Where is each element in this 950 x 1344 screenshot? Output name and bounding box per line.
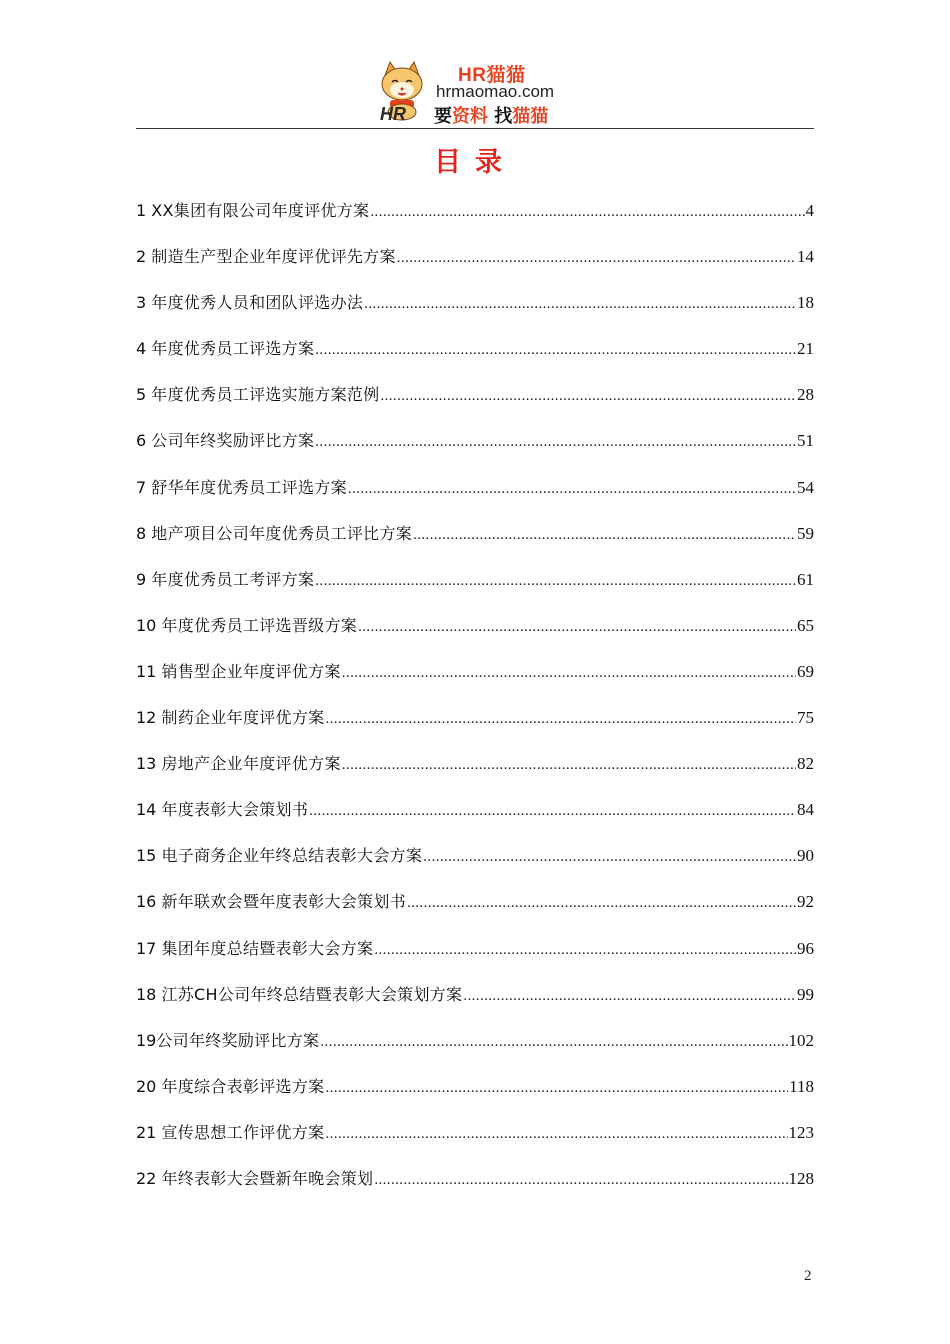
toc-entry-page: 118 (789, 1076, 814, 1096)
toc-entry-number: 20 (136, 1076, 162, 1096)
toc-entry-page: 84 (797, 800, 814, 820)
toc-entry-number: 12 (136, 708, 162, 728)
toc-entry-number: 11 (136, 661, 162, 681)
toc-entry-page: 128 (788, 1168, 814, 1188)
toc-entry-number: 21 (136, 1122, 162, 1142)
page-title: 目录 (434, 147, 516, 178)
toc-dot-leader (374, 1172, 787, 1189)
toc-dot-leader (397, 250, 796, 267)
toc-entry[interactable] (136, 1120, 814, 1166)
toc-entry[interactable] (136, 751, 814, 797)
toc-entry-number: 1 (136, 201, 152, 220)
toc-entry[interactable] (136, 382, 814, 428)
toc-entry-title: 房地产企业年度评优方案 (161, 754, 341, 774)
toc-dot-leader (374, 942, 796, 959)
toc-entry-number: 14 (136, 800, 162, 820)
toc-entry-number: 8 (136, 523, 152, 543)
toc-entry-page: 99 (797, 984, 814, 1004)
toc-dot-leader (315, 573, 796, 590)
toc-entry-number: 10 (136, 615, 162, 635)
toc-entry-title: 宣传思想工作评优方案 (161, 1122, 325, 1142)
toc-entry[interactable] (136, 290, 814, 336)
toc-entry-title: 公司年终奖励评比方案 (151, 431, 315, 451)
toc-entry-title: 舒华年度优秀员工评选方案 (151, 477, 347, 497)
toc-entry[interactable] (136, 475, 814, 521)
toc-entry[interactable] (136, 428, 814, 474)
toc-entry[interactable] (136, 797, 814, 843)
toc-entry-title: 年度优秀员工评选实施方案范例 (151, 385, 380, 405)
toc-entry-number: 17 (136, 938, 162, 958)
toc-entry-page: 102 (788, 1030, 814, 1050)
toc-entry[interactable] (136, 336, 814, 382)
toc-entry-page: 59 (797, 523, 814, 543)
toc-dot-leader (309, 803, 796, 820)
toc-dot-leader (325, 1080, 788, 1097)
toc-entry[interactable] (136, 1074, 814, 1120)
toc-dot-leader (463, 988, 796, 1005)
toc-entry[interactable] (136, 567, 814, 613)
toc-entry-number: 16 (136, 892, 162, 912)
toc-entry-number: 13 (136, 754, 162, 774)
toc-entry[interactable] (136, 936, 814, 982)
toc-entry-title: XX集团有限公司年度评优方案 (151, 201, 370, 220)
toc-entry-number: 2 (136, 247, 152, 267)
toc-dot-leader (358, 619, 796, 636)
toc-entry[interactable] (136, 198, 814, 244)
toc-entry[interactable] (136, 244, 814, 290)
toc-dot-leader (315, 342, 796, 359)
toc-dot-leader (342, 665, 796, 682)
toc-entry-title: 年度表彰大会策划书 (161, 800, 309, 820)
toc-entry-number: 22 (136, 1168, 162, 1188)
toc-entry-title: 年度优秀员工评选晋级方案 (161, 615, 358, 635)
toc-entry[interactable] (136, 613, 814, 659)
slogan-part-3: 找 (488, 106, 513, 127)
toc-entry[interactable] (136, 889, 814, 935)
toc-dot-leader (413, 527, 796, 544)
toc-entry-number: 6 (136, 431, 152, 451)
toc-entry-title: 新年联欢会暨年度表彰大会策划书 (161, 892, 406, 912)
toc-entry-title: 年度综合表彰评选方案 (161, 1076, 325, 1096)
brand-slogan (434, 102, 548, 128)
toc-entry-title: 地产项目公司年度优秀员工评比方案 (151, 523, 413, 543)
toc-entry-title: 年度优秀员工评选方案 (151, 339, 315, 359)
hr-logo-mark: HR (380, 104, 406, 124)
toc-dot-leader (407, 895, 796, 912)
toc-entry-number: 3 (136, 293, 152, 313)
toc-entry-page: 75 (797, 708, 814, 728)
toc-entry-number: 19 (136, 1030, 157, 1050)
toc-entry-title: 年度优秀员工考评方案 (151, 569, 315, 589)
toc-entry-page: 21 (797, 339, 814, 359)
toc-entry[interactable] (136, 705, 814, 751)
toc-entry-number: 7 (136, 477, 152, 497)
toc-entry-page: 54 (797, 477, 814, 497)
brand-name: HR猫猫 (458, 65, 526, 86)
toc-entry-title: 电子商务企业年终总结表彰大会方案 (161, 846, 423, 866)
toc-dot-leader (315, 434, 796, 451)
toc-dot-leader (320, 1034, 787, 1051)
toc-entry[interactable] (136, 1166, 814, 1212)
toc-entry-title: 制造生产型企业年度评优评先方案 (151, 247, 396, 267)
toc-entry-number: 4 (136, 339, 152, 359)
toc-entry-page: 14 (797, 247, 814, 267)
toc-dot-leader (364, 296, 796, 313)
slogan-part-1: 要 (434, 106, 452, 127)
toc-entry-title: 年终表彰大会暨新年晚会策划 (161, 1168, 374, 1188)
toc-entry-page: 96 (797, 938, 814, 958)
toc-entry-page: 65 (797, 615, 814, 635)
toc-dot-leader (370, 204, 804, 221)
slogan-part-4: 猫猫 (512, 106, 549, 127)
toc-dot-leader (342, 757, 796, 774)
toc-dot-leader (325, 1126, 787, 1143)
toc-dot-leader (380, 388, 796, 405)
toc-entry-title: 江苏CH公司年终总结暨表彰大会策划方案 (161, 984, 463, 1004)
toc-entry-number: 9 (136, 569, 152, 589)
toc-entry-page: 90 (797, 846, 814, 866)
table-of-contents (136, 198, 814, 1212)
toc-entry-title: 年度优秀人员和团队评选办法 (151, 293, 364, 313)
slogan-part-2: 资料 (452, 106, 488, 127)
toc-dot-leader (325, 711, 796, 728)
toc-entry[interactable] (136, 843, 814, 889)
toc-entry-number: 15 (136, 846, 162, 866)
toc-entry[interactable] (136, 659, 814, 705)
toc-entry-page: 61 (797, 569, 814, 589)
toc-entry-title: 销售型企业年度评优方案 (161, 661, 341, 681)
toc-dot-leader (423, 849, 796, 866)
toc-entry-page: 4 (805, 201, 814, 220)
header-divider (136, 128, 814, 129)
toc-entry-number: 5 (136, 385, 152, 405)
toc-entry-page: 18 (797, 293, 814, 313)
toc-entry-page: 92 (797, 892, 814, 912)
toc-entry-page: 82 (797, 754, 814, 774)
toc-entry[interactable] (136, 1028, 814, 1074)
toc-entry-page: 69 (797, 661, 814, 681)
page-number: 2 (804, 1268, 812, 1284)
hr-maomao-logo (376, 58, 586, 128)
toc-entry[interactable] (136, 521, 814, 567)
toc-entry-number: 18 (136, 984, 162, 1004)
toc-dot-leader (348, 481, 796, 498)
toc-entry-page: 123 (788, 1122, 814, 1142)
toc-entry-title: 公司年终奖励评比方案 (156, 1030, 320, 1050)
toc-entry-page: 28 (797, 385, 814, 405)
brand-domain: hrmaomao.com (436, 82, 555, 101)
toc-entry-title: 制药企业年度评优方案 (161, 708, 325, 728)
toc-entry[interactable] (136, 982, 814, 1028)
toc-entry-title: 集团年度总结暨表彰大会方案 (161, 938, 374, 958)
toc-entry-page: 51 (797, 431, 814, 451)
